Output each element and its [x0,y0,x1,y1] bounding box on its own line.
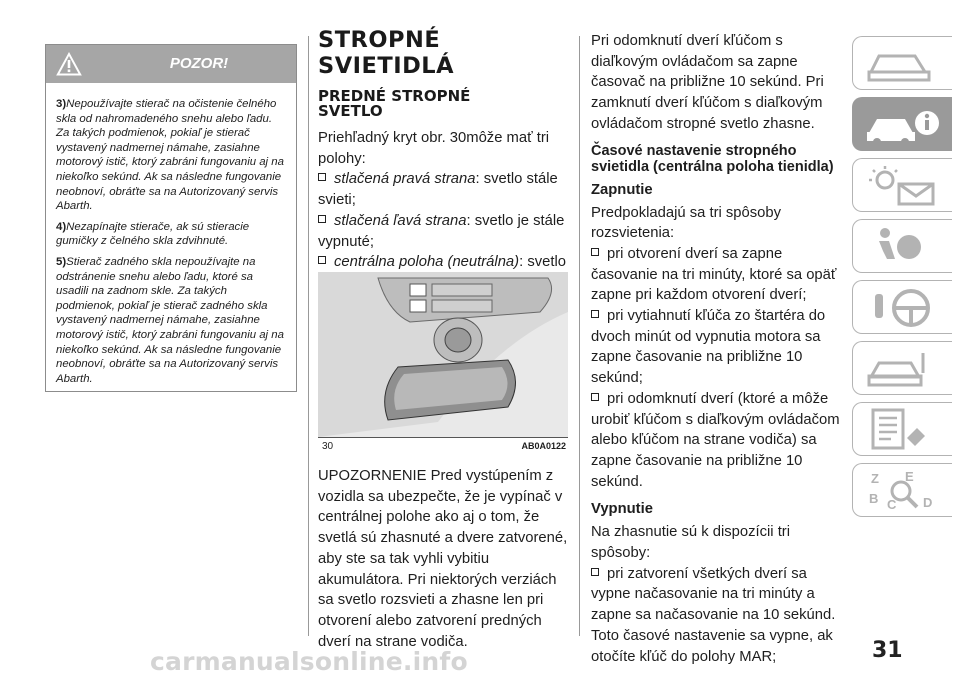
tab-maintenance[interactable] [852,402,952,456]
svg-text:Z: Z [871,471,879,486]
svg-text:E: E [905,469,914,484]
bullet-square-icon [318,215,326,223]
warning-body [46,83,296,386]
list-item: pri odomknutí dverí (ktoré a môže urobiť kľúčom s diaľkovým ovládačom alebo kľúčom na strane vodiča) sa zapne časovanie na približne 10 sekúnd. [591,390,840,490]
checklist-icon [865,408,941,452]
tab-car-info[interactable] [852,97,952,151]
off-intro: Na zhasnutie sú k dispozícii tri spôsoby: [591,524,791,562]
list-item: pri zatvorení všetkých dverí sa vypne načasovanie na tri minúty a zapne sa načasovanie na 10 sekúnd. Toto časové nastavenie sa vypne, ak otočíte kľúč do polohy MAR; [591,565,836,665]
column-divider [308,36,309,636]
timer-heading: Časové nastavenie stropného svietidla (centrálna poloha tienidla) [591,142,834,175]
list-item: centrálna poloha (neutrálna): svetlo [318,252,568,314]
car-breakdown-icon [865,347,941,391]
warning-box [45,44,297,392]
warning-title: POZOR! [169,55,229,72]
ceiling-light-illustration [318,272,568,437]
tab-emergency[interactable] [852,341,952,395]
svg-text:B: B [869,491,879,506]
chapter-tabs [852,36,952,524]
note-text: UPOZORNENIE Pred vystúpením z vozidla sa ubezpečte, že je vypínač v centrálnej polohe ako aj o tom, že svetlá sú zhasnuté a dvere zatvorené, aby ste sa tak vyhli vybitiu akumulátora. Pri niektorých verziách sa svetlo rozsvieti a zhasne len pri otvorení alebo zatvorení predných dverí na strane vodiča. [318,468,568,650]
bullet-square-icon [591,568,599,576]
svg-text:D: D [923,495,933,510]
car-dashboard-icon [865,42,935,84]
warning-item: 4)Nezapínajte stierače, ak sú stieracie gumičky z čelného skla zdvihnuté. [56,220,250,248]
alphabet-index-icon [865,469,941,513]
timer-column [591,31,849,667]
off-heading: Vypnutie [591,501,653,518]
light-mail-icon [865,164,941,208]
note-block [318,466,570,652]
airbag-icon [865,225,935,269]
figure-ceiling-light [318,272,568,455]
bullet-square-icon [591,248,599,256]
intro-text: Priehľadný kryt obr. 30môže mať tri polohy: [318,130,550,167]
tab-lights-messages[interactable] [852,158,952,212]
tab-dashboard[interactable] [852,36,952,90]
warning-item: 5)Stierač zadného skla nepoužívajte na odstránenie snehu alebo ľadu, ktoré sa usadili na zadnom skle. Za takých podmienok, pokiaľ je stierač zadného skla vystavený nadmernej námahe, zasiahne motorový istič, ktorý zabráni fungovaniu aj na niekoľko sekúnd. Ak sa následne fungovanie neobnoví, obráťte sa na Autorizovaný servis Abarth. [56,255,284,385]
figure-caption-line [318,437,568,438]
warning-item: 3)Nepoužívajte stierač na očistenie čelného skla od nahromadeného snehu alebo ľadu. Za takých podmienok, pokiaľ je stierač vystavený nadmernej námahe, zasiahne motorový istič, ktorý zabráni fungovaniu aj na niekoľko sekúnd. Ak sa následne fungovanie neobnoví, obráťte sa na Autorizovaný servis Abarth. [56,98,284,213]
figure-number: 30 [322,441,334,452]
bullet-square-icon [591,393,599,401]
list-item: stlačená pravá strana: svetlo stále svieti; [318,171,558,209]
bullet-square-icon [591,310,599,318]
list-item: pri otvorení dverí sa zapne časovanie na tri minúty, ktoré sa opäť zapne pri každom otvorení dverí; [591,245,837,304]
watermark: carmanualsonline.info [150,647,468,676]
warning-header [46,45,296,83]
list-item: stlačená ľavá strana: svetlo je stále vypnuté; [318,212,565,250]
section-title: STROPNÉ SVIETIDLÁ [318,27,455,79]
tab-driving[interactable] [852,280,952,334]
bullet-square-icon [318,173,326,181]
list-item: pri vytiahnutí kľúča zo štartéra do dvoch minút od vypnutia motora sa zapne časovanie na približne 10 sekúnd; [591,308,826,387]
subsection-title: PREDNÉ STROPNÉ SVETLO [318,87,471,120]
tab-safety[interactable] [852,219,952,273]
column-divider [579,36,580,636]
on-heading: Zapnutie [591,181,653,198]
tab-index[interactable] [852,463,952,517]
page-number: 31 [872,638,903,663]
car-info-icon [865,103,941,147]
lead-text: Pri odomknutí dverí kľúčom s diaľkovým ovládačom sa zapne časovač na približne 10 sekúnd. Pri zamknutí dverí kľúčom s diaľkovým ovládačom stropné svetlo zhasne. [591,33,824,132]
steering-icon [865,286,941,330]
bullet-square-icon [318,256,326,264]
svg-text:C: C [887,497,897,512]
on-intro: Predpokladajú sa tri spôsoby rozsvietenia: [591,204,782,242]
figure-code: AB0A0122 [521,441,566,451]
